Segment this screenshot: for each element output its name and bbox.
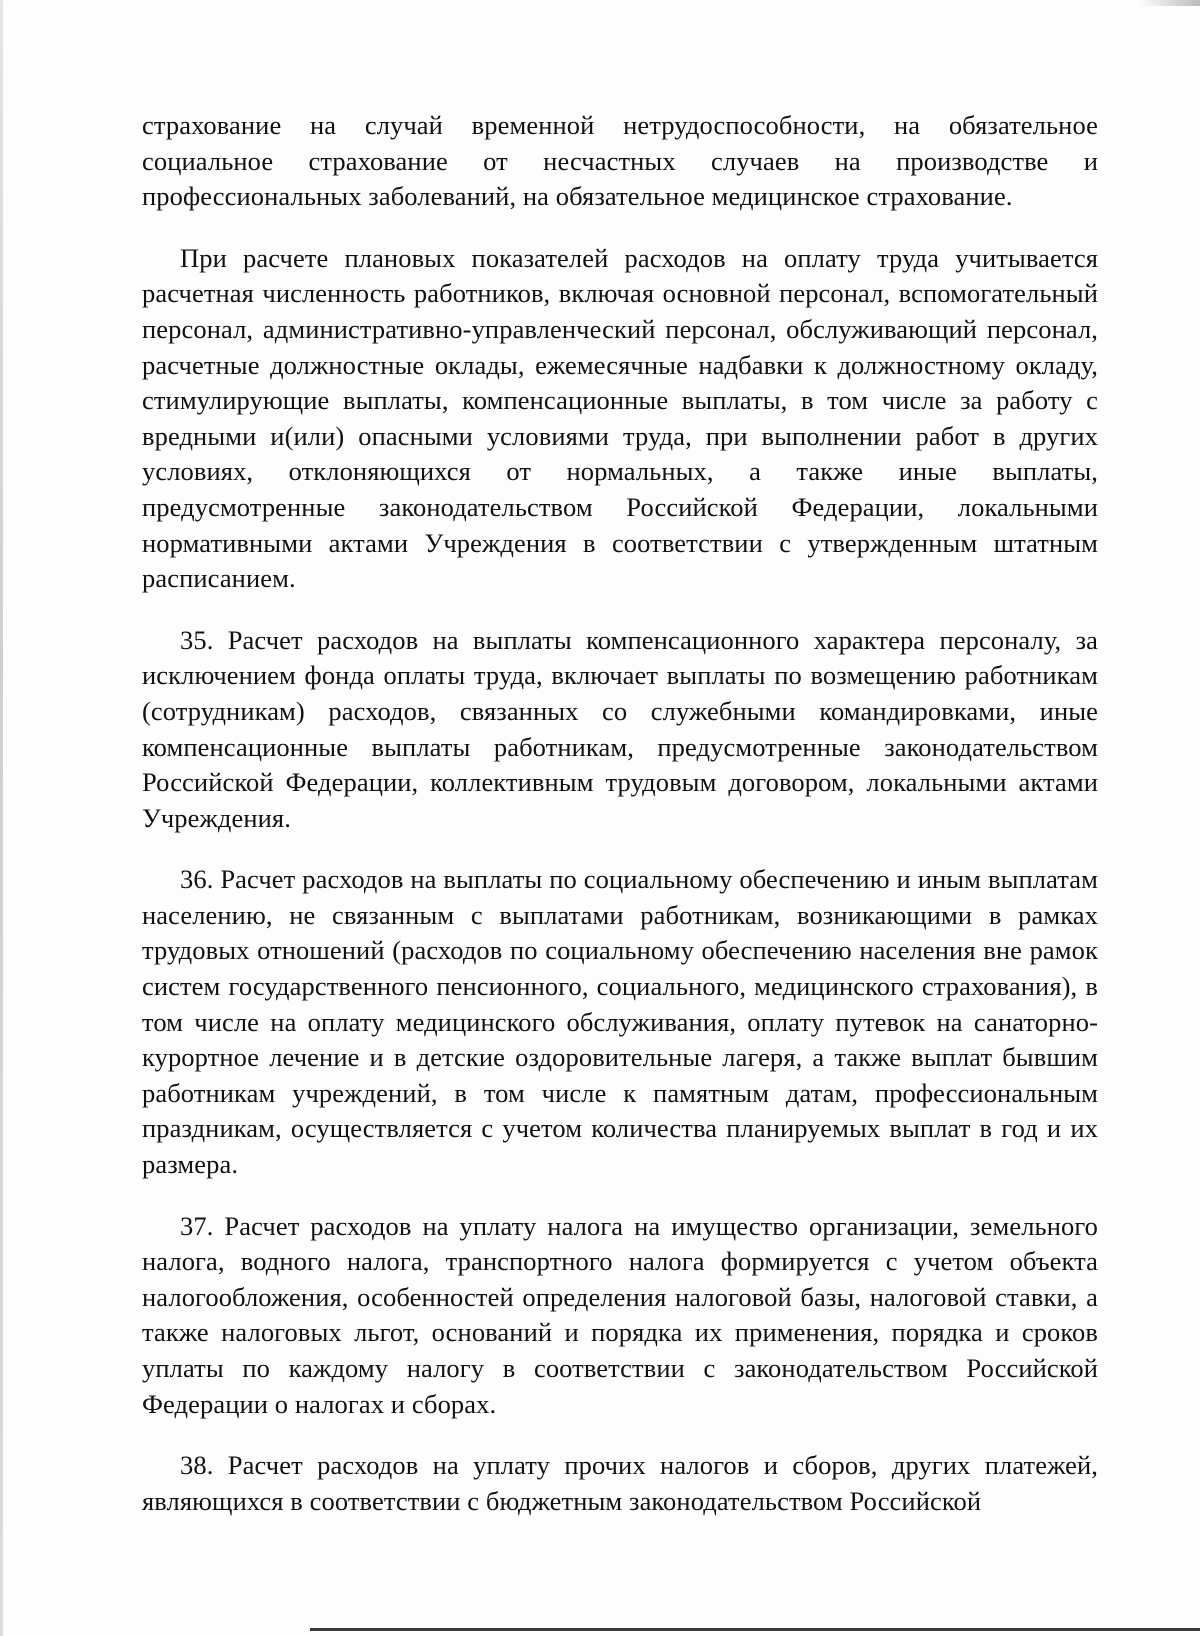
paragraph-37: 37. Расчет расходов на уплату налога на имущество организации, земельного налога, водного налога, транспортного налога формируется с учетом объекта налогообложения, особенностей определения налоговой базы, налоговой ставки, а также налоговых льгот, оснований и порядка их применения, порядка и сроков уплаты по каждому налогу в соответствии с законодательством Российской Федерации о налогах и сборах.: [142, 1210, 1098, 1419]
paragraph-38: 38. Расчет расходов на уплату прочих налогов и сборов, других платежей, являющихся в соответствии с бюджетным законодательством Российской: [142, 1450, 1098, 1516]
paragraph-36: 36. Расчет расходов на выплаты по социальному обеспечению и иным выплатам населению, не связанным с выплатами работникам, возникающими в рамках трудовых отношений (расходов по социальному обеспечению населения вне рамок систем государственного пенсионного, социального, медицинского страхования), в том числе на оплату медицинского обслуживания, оплату путевок на санаторно-курортное лечение и в детские оздоровительные лагеря, а также выплат бывшим работникам учреждений, в том числе к памятным датам, профессиональным праздникам, осуществляется с учетом количества планируемых выплат в год и их размера.: [142, 864, 1098, 1180]
paragraph-continuation: страхование на случай временной нетрудоспособности, на обязательное социальное страхование от несчастных случаев на производстве и профессиональных заболеваний, на обязательное медицинское страхование.: [142, 110, 1098, 212]
scan-bottom-edge: [310, 1628, 1200, 1631]
paragraph-payroll-planning: При расчете плановых показателей расходов на оплату труда учитывается расчетная численность работников, включая основной персонал, вспомогательный персонал, административно-управленческий персонал, обслуживающий персонал, расчетные должностные оклады, ежемесячные надбавки к должностному окладу, стимулирующие выплаты, компенсационные выплаты, в том числе за работу с вредными и(или) опасными условиями труда, при выполнении работ в других условиях, отклоняющихся от нормальных, а также иные выплаты, предусмотренные законодательством Российской Федерации, локальными нормативными актами Учреждения в соответствии с утвержденным штатным расписанием.: [142, 242, 1098, 594]
scan-left-edge: [0, 0, 3, 1636]
paragraph-35: 35. Расчет расходов на выплаты компенсационного характера персоналу, за исключением фонда оплаты труда, включает выплаты по возмещению работникам (сотрудникам) расходов, связанных со служебными командировками, иные компенсационные выплаты работникам, предусмотренные законодательством Российской Федерации, коллективным трудовым договором, локальными актами Учреждения.: [142, 624, 1098, 833]
document-body: [142, 108, 1098, 1519]
scan-corner-mark: [1140, 0, 1200, 6]
